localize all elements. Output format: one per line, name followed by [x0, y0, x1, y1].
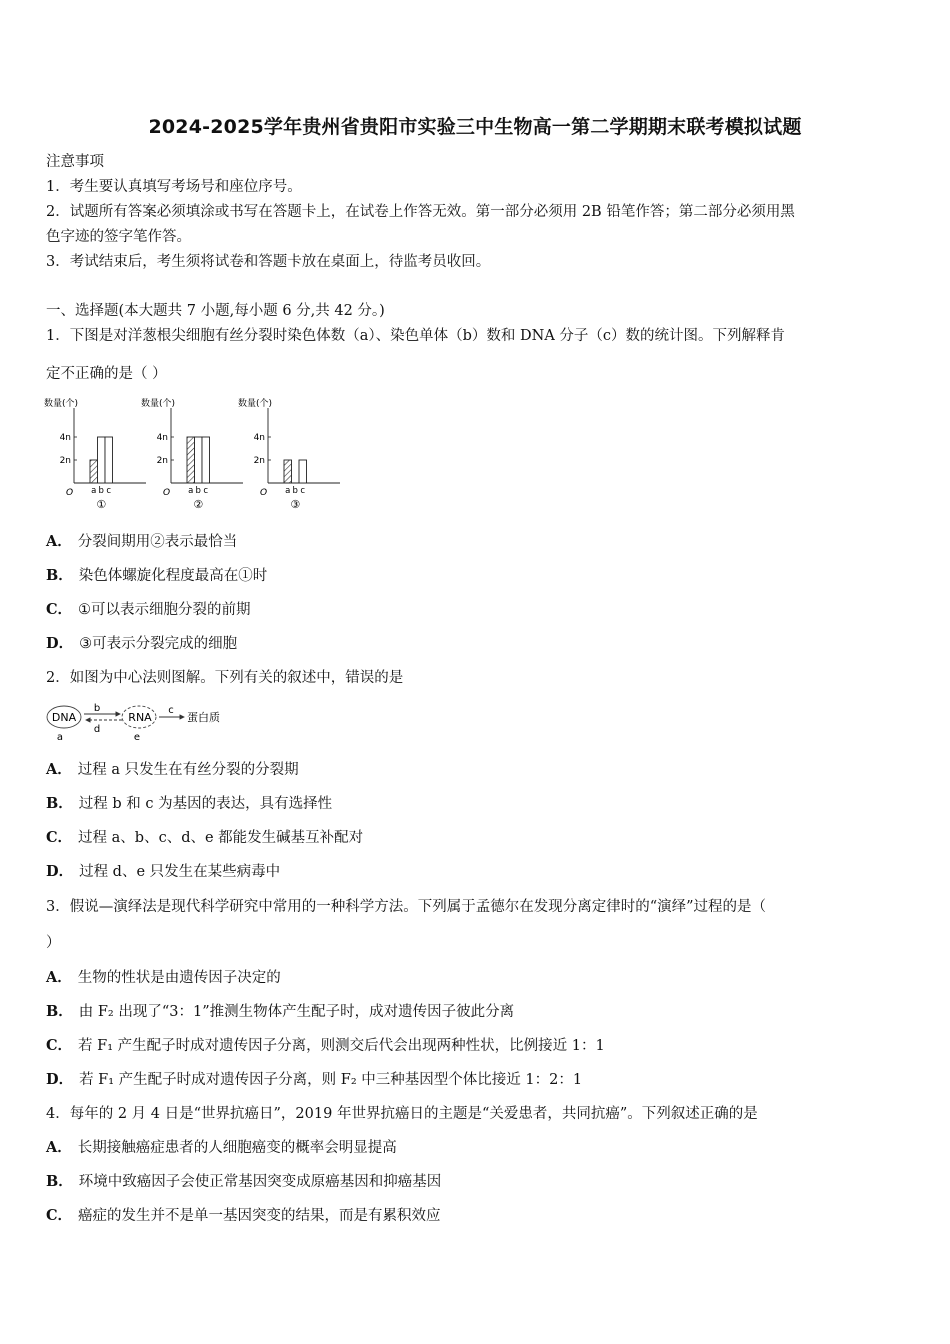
- chart-1-ytick-label-2n: 2n: [59, 456, 71, 466]
- chart-1-bar-b: [98, 437, 106, 483]
- chart-1-origin: O: [66, 488, 74, 498]
- q4-option-b[interactable]: B． 环境中致癌因子会使正常基因突变成原癌基因和抑癌基因: [46, 1173, 442, 1190]
- chart-1-bar-a: [90, 460, 98, 483]
- chart-3-bar-c: [299, 460, 307, 483]
- dna-label: DNA: [51, 711, 77, 724]
- chart-3-origin: O: [260, 488, 268, 498]
- notice-item-3: 3．考试结束后，考生须将试卷和答题卡放在桌面上，待监考员收回。: [46, 254, 491, 270]
- q3-stem-line1: 3．假说—演绎法是现代科学研究中常用的一种科学方法。下列属于孟德尔在发现分离定律时的“演绎”过程的是（: [46, 899, 767, 915]
- q1-option-c[interactable]: C． ①可以表示细胞分裂的前期: [46, 601, 251, 618]
- q1-option-b[interactable]: B． 染色体螺旋化程度最高在①时: [46, 567, 268, 584]
- q1-bar-charts: [44, 394, 354, 516]
- chart-2-bar-b: [195, 437, 203, 483]
- chart-2-bar-a: [187, 437, 195, 483]
- q3-stem-line2: ）: [46, 935, 61, 951]
- chart-2-origin: O: [163, 488, 171, 498]
- section-heading: 一、选择题(本大题共 7 小题,每小题 6 分,共 42 分。): [46, 303, 385, 319]
- chart-2-category-a: a: [188, 486, 194, 496]
- chart-2-ytick-label-4n: 4n: [156, 433, 168, 443]
- rna-label: RNA: [128, 711, 152, 724]
- chart-2-ytick-label-2n: 2n: [156, 456, 168, 466]
- chart-1-ytick-label-4n: 4n: [59, 433, 71, 443]
- q2-option-d[interactable]: D． 过程 d、e 只发生在某些病毒中: [46, 863, 281, 880]
- process-c-label: c: [168, 705, 174, 716]
- notice-item-2-cont: 色字迹的签字笔作答。: [46, 229, 191, 245]
- central-dogma-diagram: [44, 700, 244, 744]
- chart-3-category-b: b: [292, 486, 298, 496]
- protein-label: 蛋白质: [187, 711, 220, 724]
- chart-1-bar-c: [105, 437, 113, 483]
- process-b-label: b: [93, 703, 101, 714]
- q2-option-c[interactable]: C． 过程 a、b、c、d、e 都能发生碱基互补配对: [46, 829, 364, 846]
- chart-2-ylabel: 数量(个): [141, 399, 176, 409]
- chart-3-category-a: a: [285, 486, 291, 496]
- chart-3-bar-a: [284, 460, 292, 483]
- q1-option-d[interactable]: D． ③可表示分裂完成的细胞: [46, 635, 238, 652]
- notice-item-2: 2．试题所有答案必须填涂或书写在答题卡上，在试卷上作答无效。第一部分必须用 2B 铅笔作答；第二部分必须用黑: [46, 204, 795, 220]
- chart-3-panel-label: ③: [290, 498, 301, 511]
- chart-3-ytick-label-2n: 2n: [253, 456, 265, 466]
- chart-3-ylabel: 数量(个): [238, 399, 273, 409]
- q3-option-c[interactable]: C． 若 F₁ 产生配子时成对遗传因子分离，则测交后代会出现两种性状，比例接近 1：1: [46, 1037, 605, 1054]
- process-d-label: d: [93, 724, 101, 735]
- q1-stem-line1: 1．下图是对洋葱根尖细胞有丝分裂时染色体数（a）、染色单体（b）数和 DNA 分子（c）数的统计图。下列解释肯: [46, 328, 786, 344]
- chart-1-category-a: a: [91, 486, 97, 496]
- chart-2-bar-c: [202, 437, 210, 483]
- chart-1-category-c: c: [106, 486, 112, 496]
- q1-option-a[interactable]: A． 分裂间期用②表示最恰当: [46, 533, 238, 550]
- chart-3-ytick-label-4n: 4n: [253, 433, 265, 443]
- chart-2-panel-label: ②: [193, 498, 204, 511]
- chart-1-panel-label: ①: [96, 498, 107, 511]
- chart-3-category-c: c: [300, 486, 306, 496]
- q3-option-a[interactable]: A． 生物的性状是由遗传因子决定的: [46, 969, 281, 986]
- q3-option-d[interactable]: D． 若 F₁ 产生配子时成对遗传因子分离，则 F₂ 中三种基因型个体比接近 1：2：1: [46, 1071, 583, 1088]
- q3-option-b[interactable]: B． 由 F₂ 出现了“3：1”推测生物体产生配子时，成对遗传因子彼此分离: [46, 1003, 515, 1020]
- q1-stem-line2: 定不正确的是（ ）: [46, 366, 167, 382]
- process-e-label: e: [133, 732, 141, 743]
- chart-1-category-b: b: [98, 486, 104, 496]
- q4-option-a[interactable]: A． 长期接触癌症患者的人细胞癌变的概率会明显提高: [46, 1139, 397, 1156]
- notice-heading: 注意事项: [46, 154, 104, 170]
- chart-2-category-b: b: [195, 486, 201, 496]
- notice-item-1: 1．考生要认真填写考场号和座位序号。: [46, 179, 302, 195]
- exam-title: 2024-2025学年贵州省贵阳市实验三中生物高一第二学期期末联考模拟试题: [148, 116, 802, 138]
- q2-option-a[interactable]: A． 过程 a 只发生在有丝分裂的分裂期: [46, 761, 299, 778]
- process-a-label: a: [56, 732, 64, 743]
- chart-2-category-c: c: [203, 486, 209, 496]
- q4-option-c[interactable]: C． 癌症的发生并不是单一基因突变的结果，而是有累积效应: [46, 1207, 441, 1224]
- chart-1-ylabel: 数量(个): [44, 399, 79, 409]
- q2-stem: 2．如图为中心法则图解。下列有关的叙述中，错误的是: [46, 670, 404, 686]
- q4-stem: 4．每年的 2 月 4 日是“世界抗癌日”，2019 年世界抗癌日的主题是“关爱患者，共同抗癌”。下列叙述正确的是: [46, 1106, 758, 1122]
- q2-option-b[interactable]: B． 过程 b 和 c 为基因的表达，具有选择性: [46, 795, 333, 812]
